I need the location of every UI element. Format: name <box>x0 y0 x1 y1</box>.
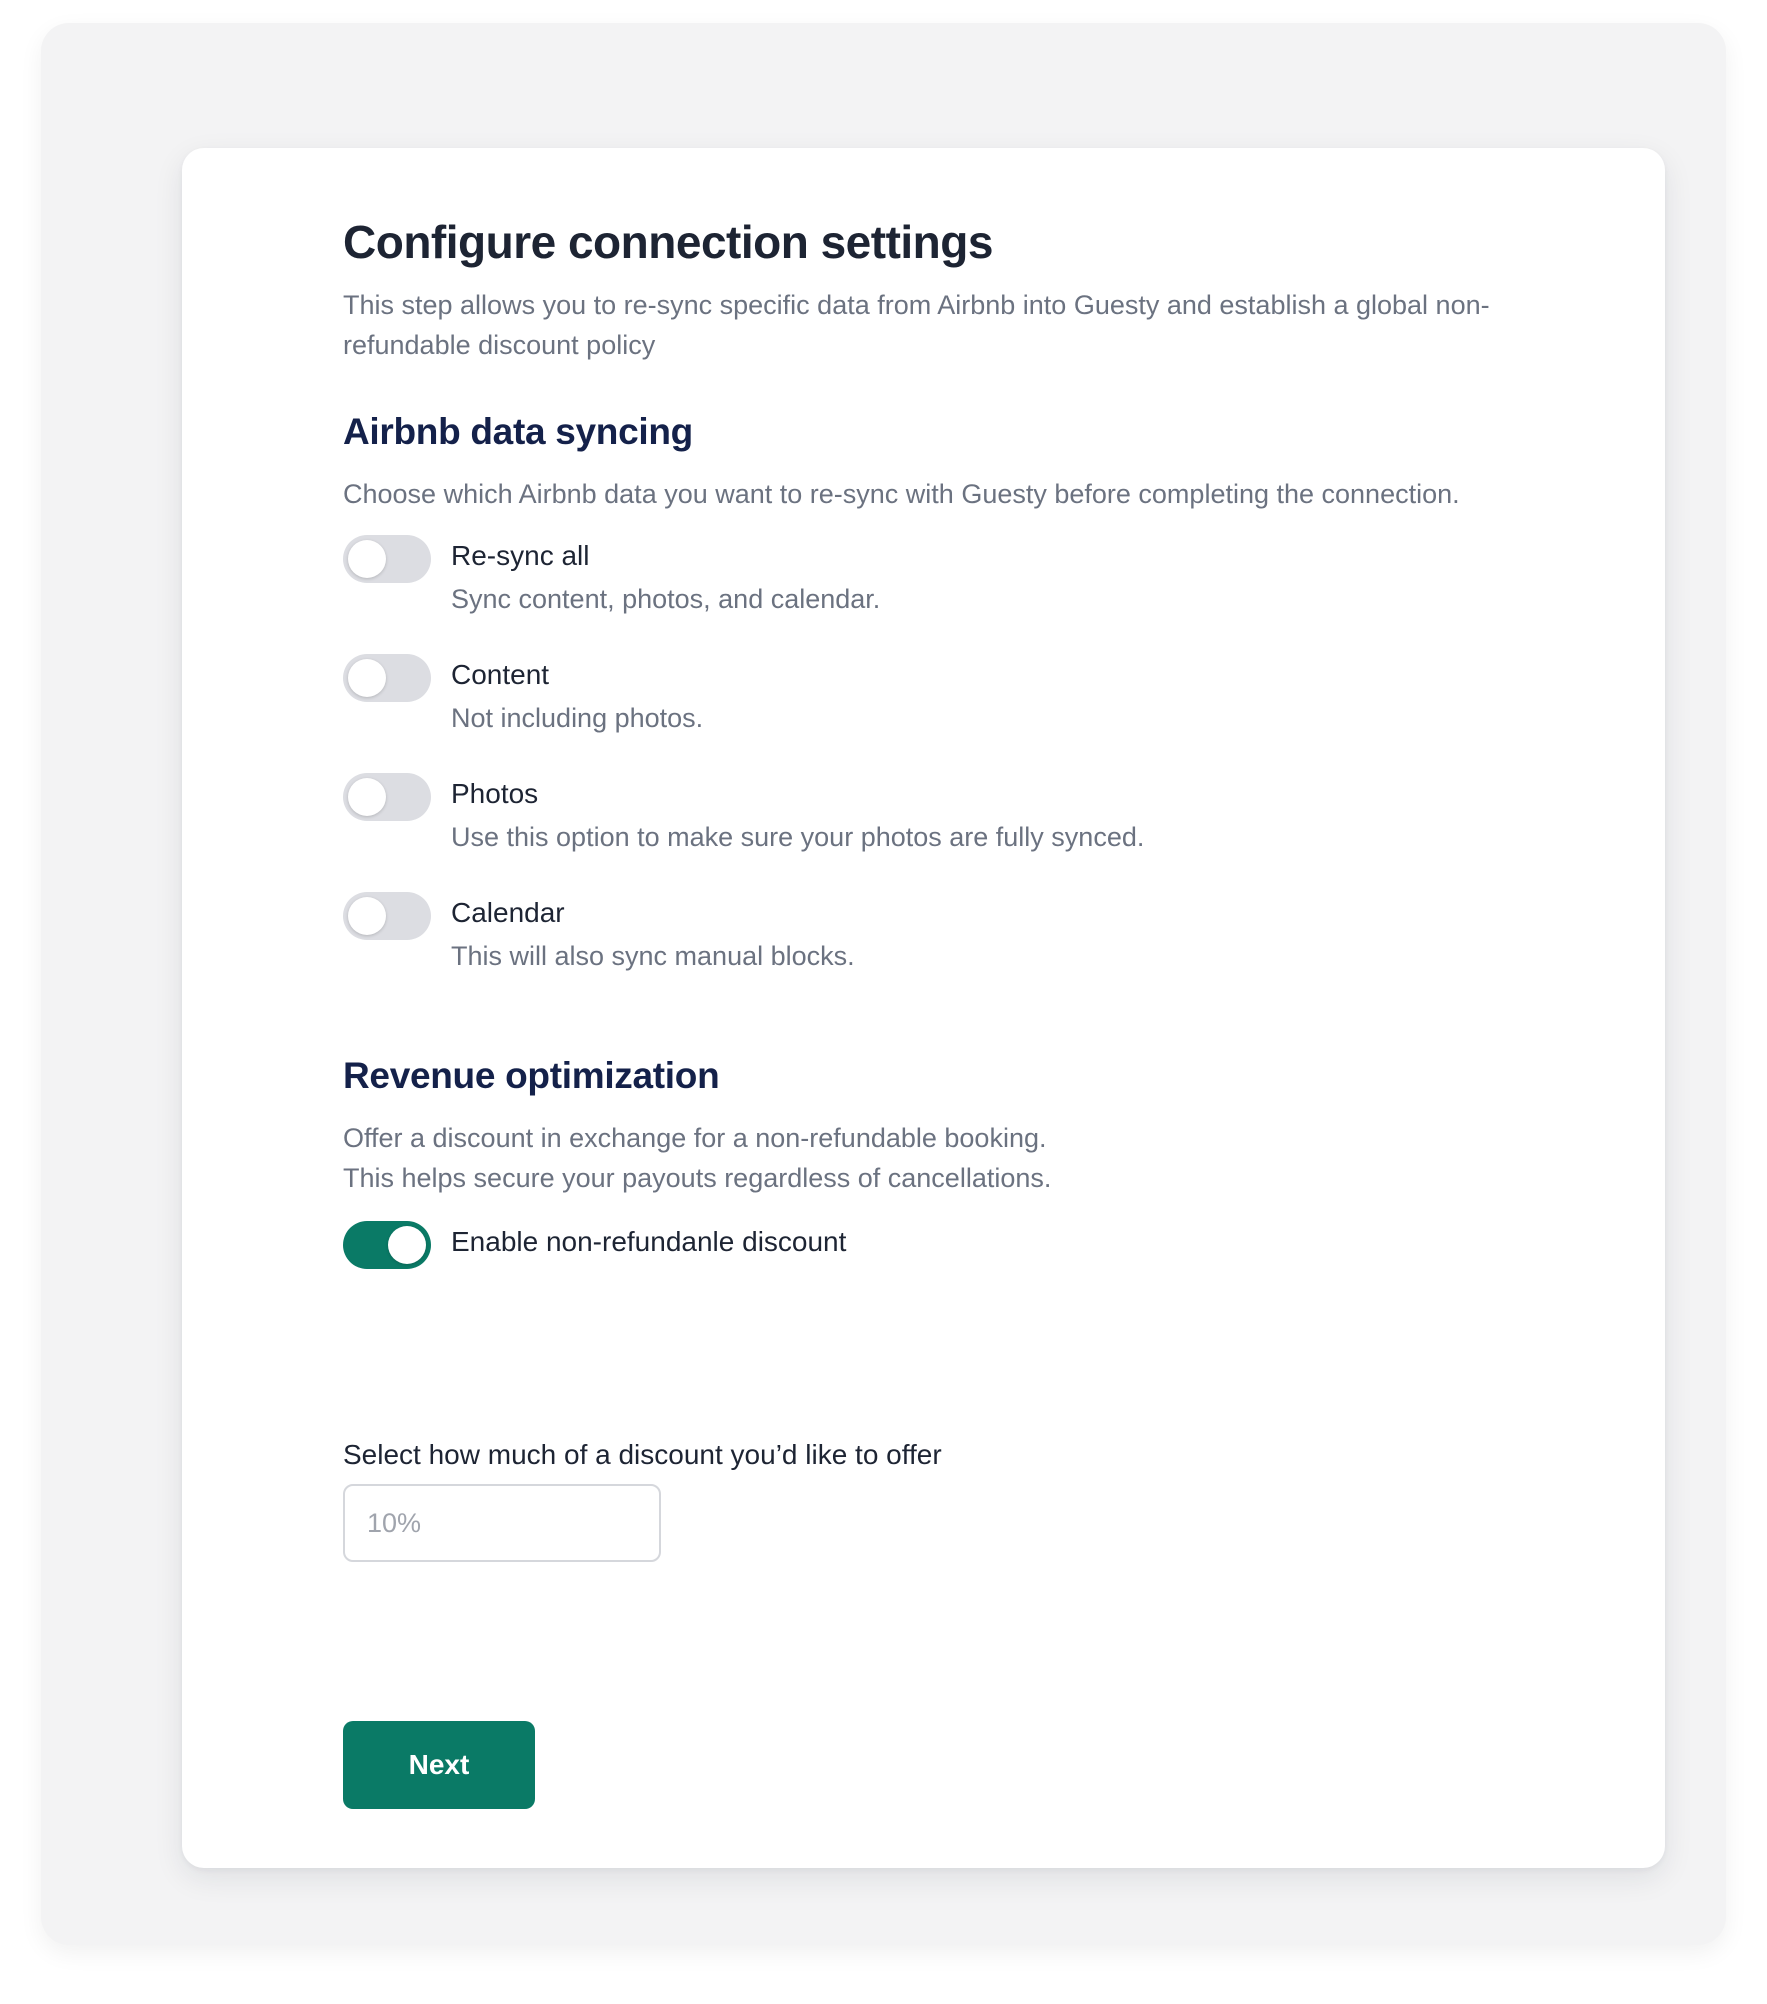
settings-card <box>182 148 1665 1868</box>
non-refundable-discount-toggle[interactable] <box>343 1221 431 1269</box>
revenue-section-title: Revenue optimization <box>343 1055 720 1096</box>
resync-all-label: Re-sync all <box>451 540 590 571</box>
content-toggle[interactable] <box>343 654 431 702</box>
non-refundable-discount-row <box>343 1221 1543 1269</box>
toggle-knob <box>348 659 386 697</box>
toggle-knob <box>348 897 386 935</box>
page-title: Configure connection settings <box>343 216 993 268</box>
content-row <box>343 654 1543 744</box>
calendar-label: Calendar <box>451 897 565 928</box>
calendar-sublabel: This will also sync manual blocks. <box>451 941 855 971</box>
calendar-toggle[interactable] <box>343 892 431 940</box>
syncing-section-title: Airbnb data syncing <box>343 411 693 452</box>
photos-row <box>343 773 1543 863</box>
resync-all-sublabel: Sync content, photos, and calendar. <box>451 584 881 614</box>
revenue-description-line2: This helps secure your payouts regardless of cancellations. <box>343 1163 1052 1193</box>
toggle-knob <box>348 540 386 578</box>
content-sublabel: Not including photos. <box>451 703 704 733</box>
toggle-knob <box>348 778 386 816</box>
calendar-row <box>343 892 1543 982</box>
content-label: Content <box>451 659 550 690</box>
discount-input[interactable] <box>343 1484 661 1562</box>
revenue-description-line1: Offer a discount in exchange for a non-refundable booking. <box>343 1123 1047 1153</box>
photos-sublabel: Use this option to make sure your photos are fully synced. <box>451 822 1145 852</box>
photos-label: Photos <box>451 778 539 809</box>
page-description: This step allows you to re-sync specific data from Airbnb into Guesty and establish a global non-refundable discount policy <box>343 290 1490 360</box>
non-refundable-discount-label: Enable non-refundanle discount <box>451 1226 847 1257</box>
syncing-section-description: Choose which Airbnb data you want to re-sync with Guesty before completing the connection. <box>343 479 1460 509</box>
window-frame <box>41 23 1726 1945</box>
resync-all-toggle[interactable] <box>343 535 431 583</box>
next-button[interactable]: Next <box>343 1721 535 1809</box>
discount-field-label: Select how much of a discount you’d like to offer <box>343 1439 942 1470</box>
toggle-knob <box>388 1226 426 1264</box>
photos-toggle[interactable] <box>343 773 431 821</box>
resync-all-row <box>343 535 1543 625</box>
